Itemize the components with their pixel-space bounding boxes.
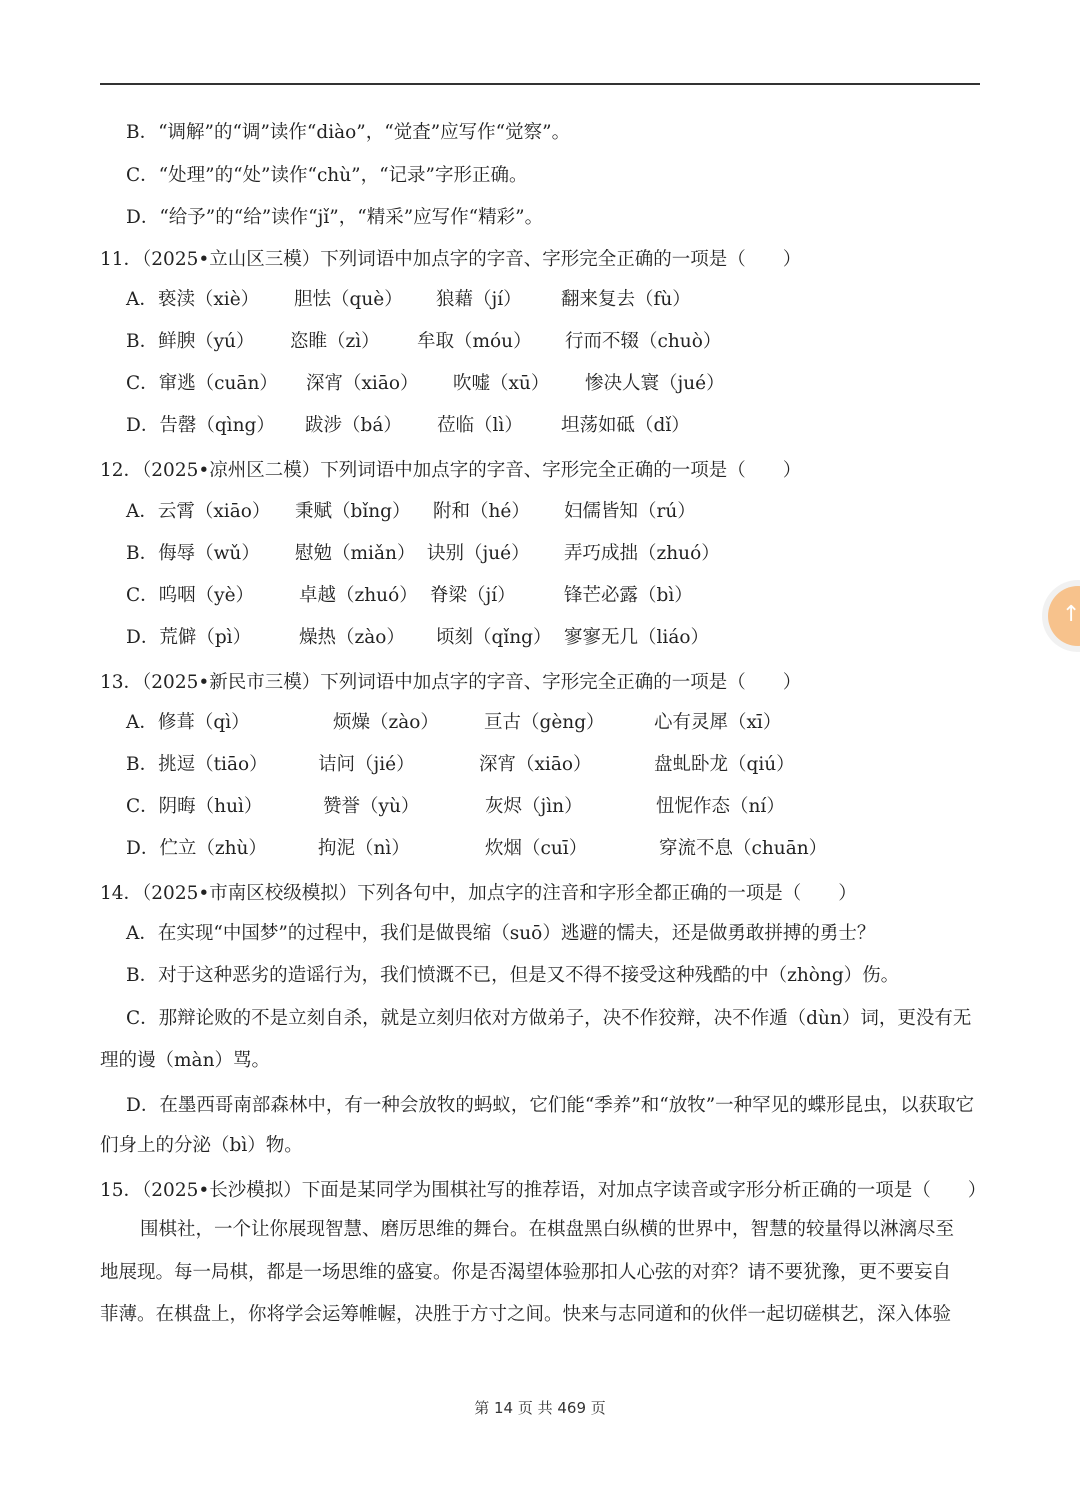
q13-c-1: C．阴晦（huì） xyxy=(126,796,263,817)
q10-option-c: C．“处理”的“处”读作“chù”，“记录”字形正确。 xyxy=(126,165,528,186)
q13-c-3: 灰烬（jìn） xyxy=(485,796,583,817)
q11-a-3: 狼藉（jí） xyxy=(436,289,522,310)
q11-b-1: B．鲜腴（yú） xyxy=(126,331,255,352)
q12-b-3: 诀别（jué） xyxy=(427,543,530,564)
q11-d-4: 坦荡如砥（dǐ） xyxy=(561,415,690,436)
q12-d-4: 寥寥无几（liáo） xyxy=(564,627,710,648)
q11-c-4: 惨决人寰（jué） xyxy=(585,373,725,394)
q13-b-2: 诘问（jié） xyxy=(318,754,415,775)
q14-option-b: B．对于这种恶劣的造谣行为，我们愤溉不已，但是又不得不接受这种残酷的中（zhòng）伤。 xyxy=(126,965,900,986)
q11-b-3: 牟取（móu） xyxy=(417,331,532,352)
q11-c-2: 深宵（xiāo） xyxy=(306,373,419,394)
page-number: 第 14 页 共 469 页 xyxy=(474,1399,606,1417)
q14-option-d-line2: 们身上的分泌（bì）物。 xyxy=(100,1135,303,1156)
q12-d-3: 顷刻（qǐng） xyxy=(436,627,552,648)
q13-d-4: 穿流不息（chuān） xyxy=(659,838,828,859)
q12-b-1: B．侮辱（wǔ） xyxy=(126,543,260,564)
scroll-top-button[interactable] xyxy=(1048,586,1080,646)
q15-passage-line3: 菲薄。在棋盘上，你将学会运筹帷幄，决胜于方寸之间。快来与志同道和的伙伴一起切磋棋艺，深入体验 xyxy=(100,1304,952,1325)
q13-a-1: A．修葺（qì） xyxy=(126,712,250,733)
q12-a-4: 妇儒皆知（rú） xyxy=(564,501,696,522)
q15-stem: 15．（2025•长沙模拟）下面是某同学为围棋社写的推荐语，对加点字读音或字形分析正确的一项是（ ） xyxy=(100,1180,987,1201)
q12-b-4: 弄巧成拙（zhuó） xyxy=(564,543,720,564)
q13-b-3: 深宵（xiāo） xyxy=(479,754,592,775)
q11-a-1: A．亵渎（xiè） xyxy=(126,289,260,310)
q14-option-d-line1: D．在墨西哥南部森林中，有一种会放牧的蚂蚁，它们能“季养”和“放牧”一种罕见的蝶形昆虫，以获取它 xyxy=(126,1095,975,1116)
q13-d-3: 炊烟（cuī） xyxy=(485,838,588,859)
q13-a-2: 烦燥（zào） xyxy=(333,712,439,733)
q10-option-d: D．“给予”的“给”读作“jǐ”，“精采”应写作“精彩”。 xyxy=(126,207,544,228)
q12-a-2: 秉赋（bǐng） xyxy=(295,501,411,522)
q10-option-b: B．“调解”的“调”读作“diào”，“觉査”应写作“觉察”。 xyxy=(126,122,571,143)
q13-c-2: 赞誉（yù） xyxy=(323,796,420,817)
q14-stem: 14．（2025•市南区校级模拟）下列各句中，加点字的注音和字形全都正确的一项是（ ） xyxy=(100,883,857,904)
q13-d-2: 拘泥（nì） xyxy=(318,838,410,859)
q12-c-3: 脊梁（jí） xyxy=(430,585,516,606)
q15-passage-line2: 地展现。每一局棋，都是一场思维的盛宴。你是否渴望体验那扣人心弦的对弈？请不要犹豫，更不要妄自 xyxy=(100,1262,952,1283)
q12-c-1: C．呜咽（yè） xyxy=(126,585,255,606)
q11-b-2: 恣睢（zì） xyxy=(290,331,380,352)
q13-a-4: 心有灵犀（xī） xyxy=(654,712,782,733)
q12-c-4: 锋芒必露（bì） xyxy=(564,585,693,606)
q12-d-2: 燥热（zào） xyxy=(299,627,405,648)
q13-b-4: 盘虬卧龙（qiú） xyxy=(654,754,795,775)
q15-passage-line1: 围棋社，一个让你展现智慧、磨厉思维的舞台。在棋盘黑白纵横的世界中，智慧的较量得以淋漓尽至 xyxy=(140,1219,955,1240)
q12-a-1: A．云霄（xiāo） xyxy=(126,501,271,522)
q12-d-1: D．荒僻（pì） xyxy=(126,627,252,648)
q14-option-a: A．在实现“中国梦”的过程中，我们是做畏缩（suō）逃避的懦夫，还是做勇敢拼搏的勇士？ xyxy=(126,923,876,944)
header-rule xyxy=(100,83,980,85)
q13-d-1: D．伫立（zhù） xyxy=(126,838,267,859)
q12-stem: 12．（2025•凉州区二模）下列词语中加点字的字音、字形完全正确的一项是（ ） xyxy=(100,460,802,481)
q11-d-2: 跋涉（bá） xyxy=(305,415,402,436)
q12-c-2: 卓越（zhuó） xyxy=(299,585,418,606)
up-arrow-icon: ↑ xyxy=(1062,602,1080,627)
q11-d-1: D．告罄（qìng） xyxy=(126,415,275,436)
q13-a-3: 亘古（gèng） xyxy=(484,712,605,733)
q11-stem: 11．（2025•立山区三模）下列词语中加点字的字音、字形完全正确的一项是（ ） xyxy=(100,249,802,270)
q11-a-4: 翻来复去（fù） xyxy=(561,289,691,310)
q12-a-3: 附和（hé） xyxy=(433,501,530,522)
q13-b-1: B．挑逗（tiāo） xyxy=(126,754,268,775)
q11-b-4: 行而不辍（chuò） xyxy=(565,331,722,352)
q11-c-3: 吹嘘（xū） xyxy=(453,373,550,394)
q14-option-c-line1: C．那辩论败的不是立刻自杀，就是立刻归依对方做弟子，决不作狡辩，决不作遁（dùn）词，更没有无 xyxy=(126,1008,972,1029)
q11-a-2: 胆怯（què） xyxy=(294,289,403,310)
q12-b-2: 慰勉（miǎn） xyxy=(295,543,416,564)
q14-option-c-line2: 理的谩（màn）骂。 xyxy=(100,1050,270,1071)
q11-d-3: 莅临（lì） xyxy=(437,415,523,436)
q13-stem: 13．（2025•新民市三模）下列词语中加点字的字音、字形完全正确的一项是（ ） xyxy=(100,672,802,693)
q13-c-4: 忸怩作态（ní） xyxy=(656,796,785,817)
q11-c-1: C．窜逃（cuān） xyxy=(126,373,278,394)
